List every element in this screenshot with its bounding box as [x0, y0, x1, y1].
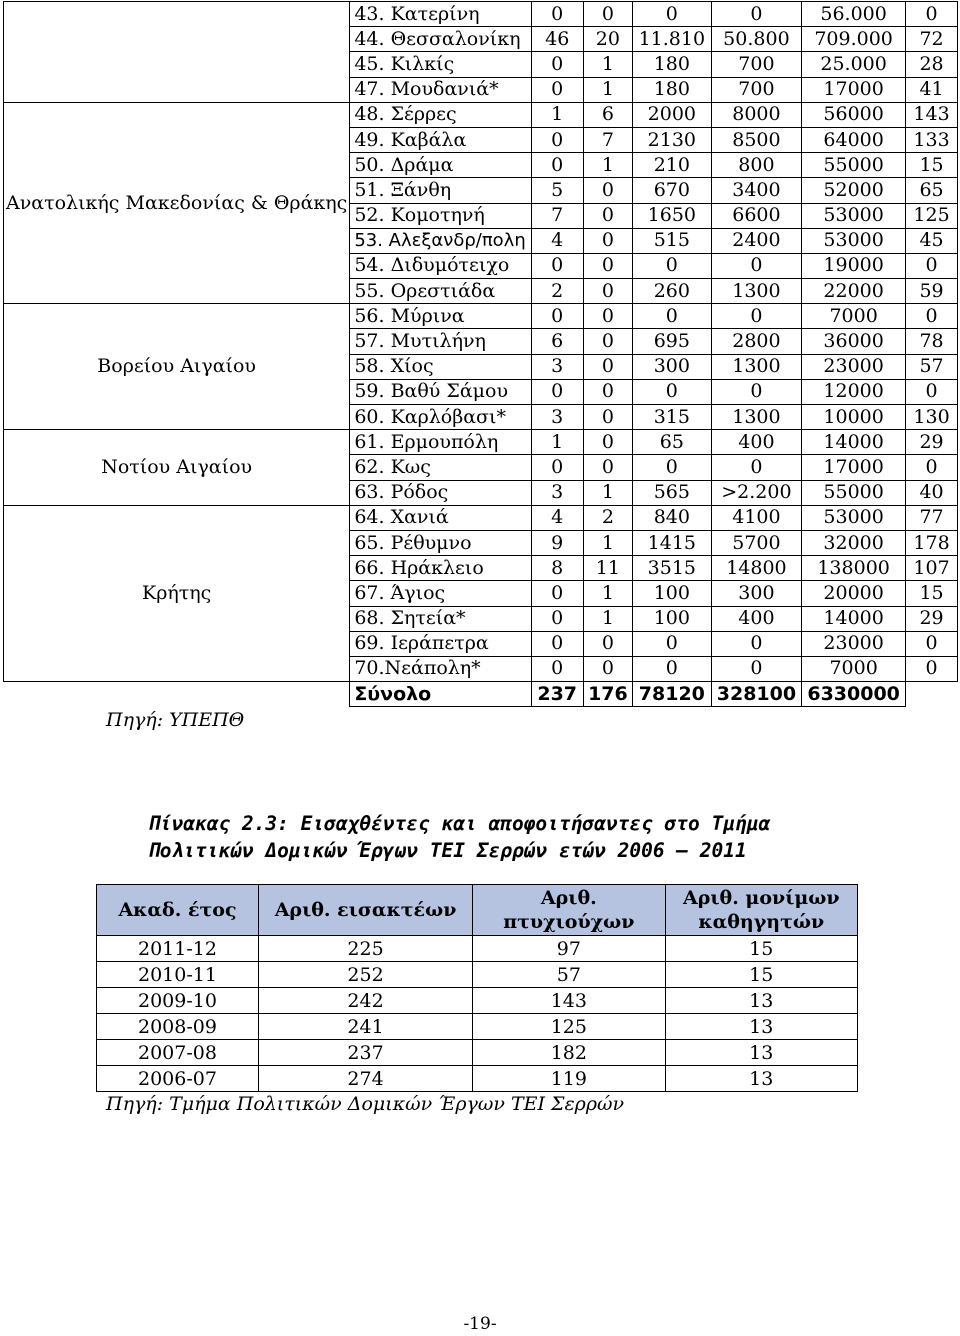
value-cell: 0 [906, 455, 958, 480]
value-cell: 1 [583, 153, 632, 178]
value-cell: 56000 [802, 102, 906, 127]
value-cell: 55000 [802, 480, 906, 505]
value-cell: 6600 [711, 203, 801, 228]
value-cell: 300 [632, 354, 711, 379]
value-cell: 0 [583, 430, 632, 455]
value-cell: 3400 [711, 178, 801, 203]
value-cell: 2800 [711, 329, 801, 354]
value-cell: 700 [711, 77, 801, 102]
value-cell: 800 [711, 153, 801, 178]
total-value: 6330000 [802, 682, 906, 707]
value-cell: 32000 [802, 530, 906, 555]
value-cell: 210 [632, 153, 711, 178]
region-cell [4, 2, 350, 103]
value-cell: 0 [531, 2, 583, 27]
value-cell: 315 [632, 405, 711, 430]
value-cell: 15 [906, 153, 958, 178]
value-cell: 0 [583, 379, 632, 404]
school-name-cell: 65. Ρέθυμνο [350, 530, 531, 555]
table-row [97, 1014, 858, 1040]
value-cell: 1 [583, 606, 632, 631]
value-cell: 56.000 [802, 2, 906, 27]
value-cell: 4 [531, 228, 583, 253]
value-cell: 1300 [711, 354, 801, 379]
value-cell: 0 [632, 304, 711, 329]
total-label: Σύνολο [350, 682, 531, 707]
value-cell: 3 [531, 480, 583, 505]
value-cell: 28 [906, 52, 958, 77]
table-row [97, 988, 858, 1014]
value-cell: 0 [583, 178, 632, 203]
value-cell: 0 [711, 2, 801, 27]
value-cell: 12000 [802, 379, 906, 404]
value-cell: 0 [711, 631, 801, 656]
value-cell: 180 [632, 52, 711, 77]
value-cell: 5700 [711, 530, 801, 555]
value-cell: 29 [906, 430, 958, 455]
value-cell: 2006-07 [97, 1066, 259, 1092]
value-cell: 7 [583, 127, 632, 152]
value-cell: 1415 [632, 530, 711, 555]
value-cell: 0 [711, 304, 801, 329]
value-cell: 300 [711, 581, 801, 606]
value-cell: 7 [531, 203, 583, 228]
school-name-cell: 68. Σητεία* [350, 606, 531, 631]
value-cell: 180 [632, 77, 711, 102]
value-cell: 9 [531, 530, 583, 555]
value-cell: 400 [711, 606, 801, 631]
table-row [4, 102, 958, 127]
value-cell: 1 [583, 77, 632, 102]
value-cell: 565 [632, 480, 711, 505]
value-cell: 0 [583, 304, 632, 329]
value-cell: 100 [632, 606, 711, 631]
value-cell: 1 [531, 430, 583, 455]
value-cell: 2011-12 [97, 936, 259, 962]
region-cell: Νοτίου Αιγαίου [4, 430, 350, 506]
table2-source: Πηγή: Τμήμα Πολιτικών Δομικών Έργων ΤΕΙ Σερρών [106, 1093, 625, 1115]
school-name-cell: 62. Κως [350, 455, 531, 480]
value-cell: 7000 [802, 304, 906, 329]
value-cell: 178 [906, 530, 958, 555]
value-cell: 15 [665, 936, 857, 962]
value-cell: 4 [531, 505, 583, 530]
value-cell: 0 [531, 379, 583, 404]
value-cell: 5 [531, 178, 583, 203]
school-name-cell: 63. Ρόδος [350, 480, 531, 505]
value-cell: 143 [473, 988, 665, 1014]
value-cell: 77 [906, 505, 958, 530]
value-cell: 53000 [802, 203, 906, 228]
value-cell: 13 [665, 1040, 857, 1066]
value-cell: 2009-10 [97, 988, 259, 1014]
value-cell: 241 [258, 1014, 472, 1040]
value-cell: 6 [583, 102, 632, 127]
value-cell: 17000 [802, 455, 906, 480]
value-cell: 0 [906, 304, 958, 329]
table-row [4, 505, 958, 530]
value-cell: 65 [906, 178, 958, 203]
value-cell: 274 [258, 1066, 472, 1092]
region-cell: Ανατολικής Μακεδονίας & Θράκης [4, 102, 350, 304]
value-cell: 53000 [802, 505, 906, 530]
value-cell: 13 [665, 988, 857, 1014]
page-number: -19- [463, 1314, 497, 1334]
value-cell: 0 [632, 253, 711, 278]
value-cell: 11.810 [632, 27, 711, 52]
value-cell: 1 [583, 52, 632, 77]
value-cell: 0 [531, 656, 583, 681]
value-cell: 0 [711, 656, 801, 681]
school-name-cell: 54. Διδυμότειχο [350, 253, 531, 278]
value-cell: >2.200 [711, 480, 801, 505]
value-cell: 0 [531, 77, 583, 102]
school-name-cell: 49. Καβάλα [350, 127, 531, 152]
school-name-cell: 70.Νεάπολη* [350, 656, 531, 681]
school-name-cell: 43. Κατερίνη [350, 2, 531, 27]
value-cell: 1650 [632, 203, 711, 228]
value-cell: 0 [583, 405, 632, 430]
value-cell: 55000 [802, 153, 906, 178]
value-cell: 1 [583, 480, 632, 505]
value-cell: 107 [906, 556, 958, 581]
value-cell: 50.800 [711, 27, 801, 52]
students-table [96, 884, 858, 1092]
value-cell: 72 [906, 27, 958, 52]
value-cell: 19000 [802, 253, 906, 278]
value-cell: 700 [711, 52, 801, 77]
value-cell: 0 [632, 631, 711, 656]
value-cell: 0 [531, 631, 583, 656]
value-cell: 515 [632, 228, 711, 253]
value-cell: 3 [531, 354, 583, 379]
value-cell: 0 [583, 279, 632, 304]
value-cell: 64000 [802, 127, 906, 152]
value-cell: 695 [632, 329, 711, 354]
value-cell: 6 [531, 329, 583, 354]
value-cell: 0 [632, 455, 711, 480]
value-cell: 125 [906, 203, 958, 228]
value-cell: 2400 [711, 228, 801, 253]
value-cell: 0 [906, 379, 958, 404]
value-cell: 840 [632, 505, 711, 530]
value-cell: 23000 [802, 354, 906, 379]
value-cell: 0 [583, 253, 632, 278]
value-cell: 25.000 [802, 52, 906, 77]
value-cell: 130 [906, 405, 958, 430]
value-cell: 8000 [711, 102, 801, 127]
value-cell: 0 [531, 606, 583, 631]
value-cell: 0 [531, 153, 583, 178]
caption-line-2: Πολιτικών Δομικών Έργων ΤΕΙ Σερρών ετών 2006 – 2011 [148, 839, 747, 862]
value-cell: 10000 [802, 405, 906, 430]
value-cell: 182 [473, 1040, 665, 1066]
total-value: 176 [583, 682, 632, 707]
school-name-cell: 52. Κομοτηνή [350, 203, 531, 228]
value-cell: 0 [632, 656, 711, 681]
value-cell: 22000 [802, 279, 906, 304]
value-cell: 0 [906, 631, 958, 656]
value-cell: 0 [583, 329, 632, 354]
table-row [97, 936, 858, 962]
value-cell: 97 [473, 936, 665, 962]
school-name-cell: 53. Αλεξανδρ/πολη [350, 228, 531, 253]
value-cell: 2007-08 [97, 1040, 259, 1066]
value-cell: 0 [711, 455, 801, 480]
table-row [97, 1040, 858, 1066]
value-cell: 15 [665, 962, 857, 988]
value-cell: 41 [906, 77, 958, 102]
value-cell: 225 [258, 936, 472, 962]
value-cell: 40 [906, 480, 958, 505]
value-cell: 133 [906, 127, 958, 152]
value-cell: 0 [583, 455, 632, 480]
value-cell: 13 [665, 1066, 857, 1092]
value-cell: 4100 [711, 505, 801, 530]
region-cell: Κρήτης [4, 505, 350, 681]
value-cell: 119 [473, 1066, 665, 1092]
total-value: 78120 [632, 682, 711, 707]
value-cell: 0 [583, 228, 632, 253]
value-cell: 0 [531, 253, 583, 278]
value-cell: 1 [583, 581, 632, 606]
value-cell: 1 [531, 102, 583, 127]
school-name-cell: 47. Μουδανιά* [350, 77, 531, 102]
value-cell: 143 [906, 102, 958, 127]
value-cell: 14000 [802, 430, 906, 455]
school-name-cell: 48. Σέρρες [350, 102, 531, 127]
school-name-cell: 50. Δράμα [350, 153, 531, 178]
school-name-cell: 64. Χανιά [350, 505, 531, 530]
value-cell: 0 [906, 656, 958, 681]
table1-source: Πηγή: ΥΠΕΠΘ [106, 709, 245, 731]
value-cell: 0 [583, 2, 632, 27]
value-cell: 252 [258, 962, 472, 988]
value-cell: 242 [258, 988, 472, 1014]
header-admitted: Αριθ. εισακτέων [258, 885, 472, 936]
value-cell: 7000 [802, 656, 906, 681]
table-caption [148, 810, 770, 864]
value-cell: 237 [258, 1040, 472, 1066]
value-cell: 45 [906, 228, 958, 253]
value-cell: 0 [583, 656, 632, 681]
school-name-cell: 55. Ορεστιάδα [350, 279, 531, 304]
region-cell: Βορείου Αιγαίου [4, 304, 350, 430]
value-cell: 46 [531, 27, 583, 52]
value-cell: 23000 [802, 631, 906, 656]
value-cell: 0 [531, 304, 583, 329]
value-cell: 14000 [802, 606, 906, 631]
value-cell: 17000 [802, 77, 906, 102]
value-cell: 0 [583, 203, 632, 228]
value-cell: 260 [632, 279, 711, 304]
value-cell: 0 [531, 127, 583, 152]
value-cell: 8 [531, 556, 583, 581]
value-cell: 2000 [632, 102, 711, 127]
table-row [4, 2, 958, 27]
value-cell: 2010-11 [97, 962, 259, 988]
value-cell: 0 [711, 253, 801, 278]
caption-line-1: Πίνακας 2.3: Εισαχθέντες και αποφοιτήσαντες στο Τμήμα [148, 812, 771, 835]
total-value [906, 682, 958, 707]
header-faculty: Αριθ. μονίμων καθηγητών [665, 885, 857, 936]
school-name-cell: 67. Άγιος [350, 581, 531, 606]
value-cell: 8500 [711, 127, 801, 152]
value-cell: 52000 [802, 178, 906, 203]
school-name-cell: 66. Ηράκλειο [350, 556, 531, 581]
value-cell: 57 [473, 962, 665, 988]
value-cell: 20000 [802, 581, 906, 606]
value-cell: 2 [531, 279, 583, 304]
blank-cell [4, 682, 350, 707]
value-cell: 20 [583, 27, 632, 52]
value-cell: 59 [906, 279, 958, 304]
school-name-cell: 61. Ερμουπόλη [350, 430, 531, 455]
school-name-cell: 69. Ιεράπετρα [350, 631, 531, 656]
value-cell: 1 [583, 530, 632, 555]
value-cell: 57 [906, 354, 958, 379]
value-cell: 0 [583, 354, 632, 379]
value-cell: 100 [632, 581, 711, 606]
value-cell: 2130 [632, 127, 711, 152]
value-cell: 0 [632, 2, 711, 27]
total-value: 237 [531, 682, 583, 707]
value-cell: 36000 [802, 329, 906, 354]
header-graduates: Αριθ. πτυχιούχων [473, 885, 665, 936]
school-name-cell: 60. Καρλόβασι* [350, 405, 531, 430]
value-cell: 65 [632, 430, 711, 455]
value-cell: 0 [531, 581, 583, 606]
total-row [4, 682, 958, 707]
value-cell: 29 [906, 606, 958, 631]
value-cell: 0 [531, 455, 583, 480]
value-cell: 0 [632, 379, 711, 404]
school-name-cell: 59. Βαθύ Σάμου [350, 379, 531, 404]
value-cell: 11 [583, 556, 632, 581]
value-cell: 1300 [711, 279, 801, 304]
value-cell: 78 [906, 329, 958, 354]
value-cell: 0 [711, 379, 801, 404]
school-name-cell: 56. Μύρινα [350, 304, 531, 329]
value-cell: 670 [632, 178, 711, 203]
value-cell: 0 [906, 2, 958, 27]
value-cell: 15 [906, 581, 958, 606]
school-name-cell: 45. Κιλκίς [350, 52, 531, 77]
school-name-cell: 44. Θεσσαλονίκη [350, 27, 531, 52]
value-cell: 13 [665, 1014, 857, 1040]
value-cell: 3515 [632, 556, 711, 581]
value-cell: 1300 [711, 405, 801, 430]
value-cell: 0 [906, 253, 958, 278]
value-cell: 709.000 [802, 27, 906, 52]
value-cell: 2 [583, 505, 632, 530]
table-row [4, 304, 958, 329]
value-cell: 14800 [711, 556, 801, 581]
table-row [97, 962, 858, 988]
value-cell: 3 [531, 405, 583, 430]
table-row [4, 430, 958, 455]
school-name-cell: 58. Χίος [350, 354, 531, 379]
table-row [97, 1066, 858, 1092]
value-cell: 400 [711, 430, 801, 455]
header-year: Ακαδ. έτος [97, 885, 259, 936]
value-cell: 138000 [802, 556, 906, 581]
school-name-cell: 57. Μυτιλήνη [350, 329, 531, 354]
total-value: 328100 [711, 682, 801, 707]
value-cell: 0 [583, 631, 632, 656]
value-cell: 2008-09 [97, 1014, 259, 1040]
school-name-cell: 51. Ξάνθη [350, 178, 531, 203]
table2-header-row [97, 885, 858, 936]
schools-table [3, 1, 958, 707]
value-cell: 0 [531, 52, 583, 77]
value-cell: 125 [473, 1014, 665, 1040]
value-cell: 53000 [802, 228, 906, 253]
